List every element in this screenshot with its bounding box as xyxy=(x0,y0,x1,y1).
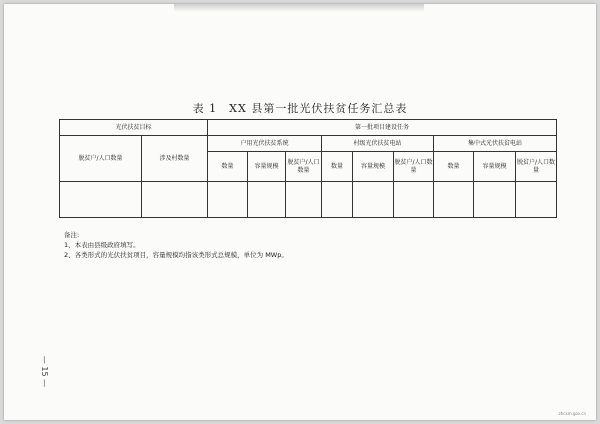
page-number xyxy=(38,349,52,394)
cell-empty xyxy=(248,182,286,218)
page-number-text: — 15 — xyxy=(40,355,50,388)
header-household-population: 脱贫户/人口数量 xyxy=(286,152,322,182)
cell-empty xyxy=(142,182,208,218)
notes-heading: 备注: xyxy=(64,231,80,239)
summary-table xyxy=(59,119,557,218)
notes-section xyxy=(64,230,288,260)
table-title: 表 1 XX 县第一批光伏扶贫任务汇总表 xyxy=(192,102,408,115)
header-centralized-pv: 集中式光伏扶贫电站 xyxy=(434,136,557,152)
corner-stamp: zhcxm.gov.cn xyxy=(558,411,586,416)
cell-empty xyxy=(516,182,557,218)
header-village-pv: 村级光伏扶贫电站 xyxy=(322,136,434,152)
cell-empty xyxy=(353,182,394,218)
cell-empty xyxy=(60,182,142,218)
header-centralized-capacity: 容量规模 xyxy=(474,152,516,182)
document-page xyxy=(4,4,596,420)
header-household-pv: 户用光伏扶贫系统 xyxy=(208,136,322,152)
cell-empty xyxy=(322,182,353,218)
cell-empty xyxy=(394,182,434,218)
header-centralized-quantity: 数量 xyxy=(434,152,474,182)
header-village-population: 脱贫户/人口数量 xyxy=(394,152,434,182)
header-village-count: 涉及村数量 xyxy=(142,136,208,182)
header-household-capacity: 容量规模 xyxy=(248,152,286,182)
notes-line-1: 1、本表由县级政府填写。 xyxy=(64,241,140,249)
cell-empty xyxy=(474,182,516,218)
scan-edge-shadow xyxy=(174,4,424,12)
header-poor-households: 脱贫户/人口数量 xyxy=(60,136,142,182)
header-centralized-population: 脱贫户/人口数量 xyxy=(516,152,557,182)
cell-empty xyxy=(434,182,474,218)
header-village-quantity: 数量 xyxy=(322,152,353,182)
cell-empty xyxy=(286,182,322,218)
table-row xyxy=(60,182,557,218)
header-village-capacity: 容量规模 xyxy=(353,152,394,182)
header-household-quantity: 数量 xyxy=(208,152,248,182)
cell-empty xyxy=(208,182,248,218)
notes-line-2: 2、各类形式的光伏扶贫项目，容量规模均指该类形式总规模，单位为 MWp。 xyxy=(64,251,288,259)
header-poverty-targets: 光伏扶贫目标 xyxy=(60,120,208,136)
header-first-batch-tasks: 第一批项目建设任务 xyxy=(208,120,557,136)
